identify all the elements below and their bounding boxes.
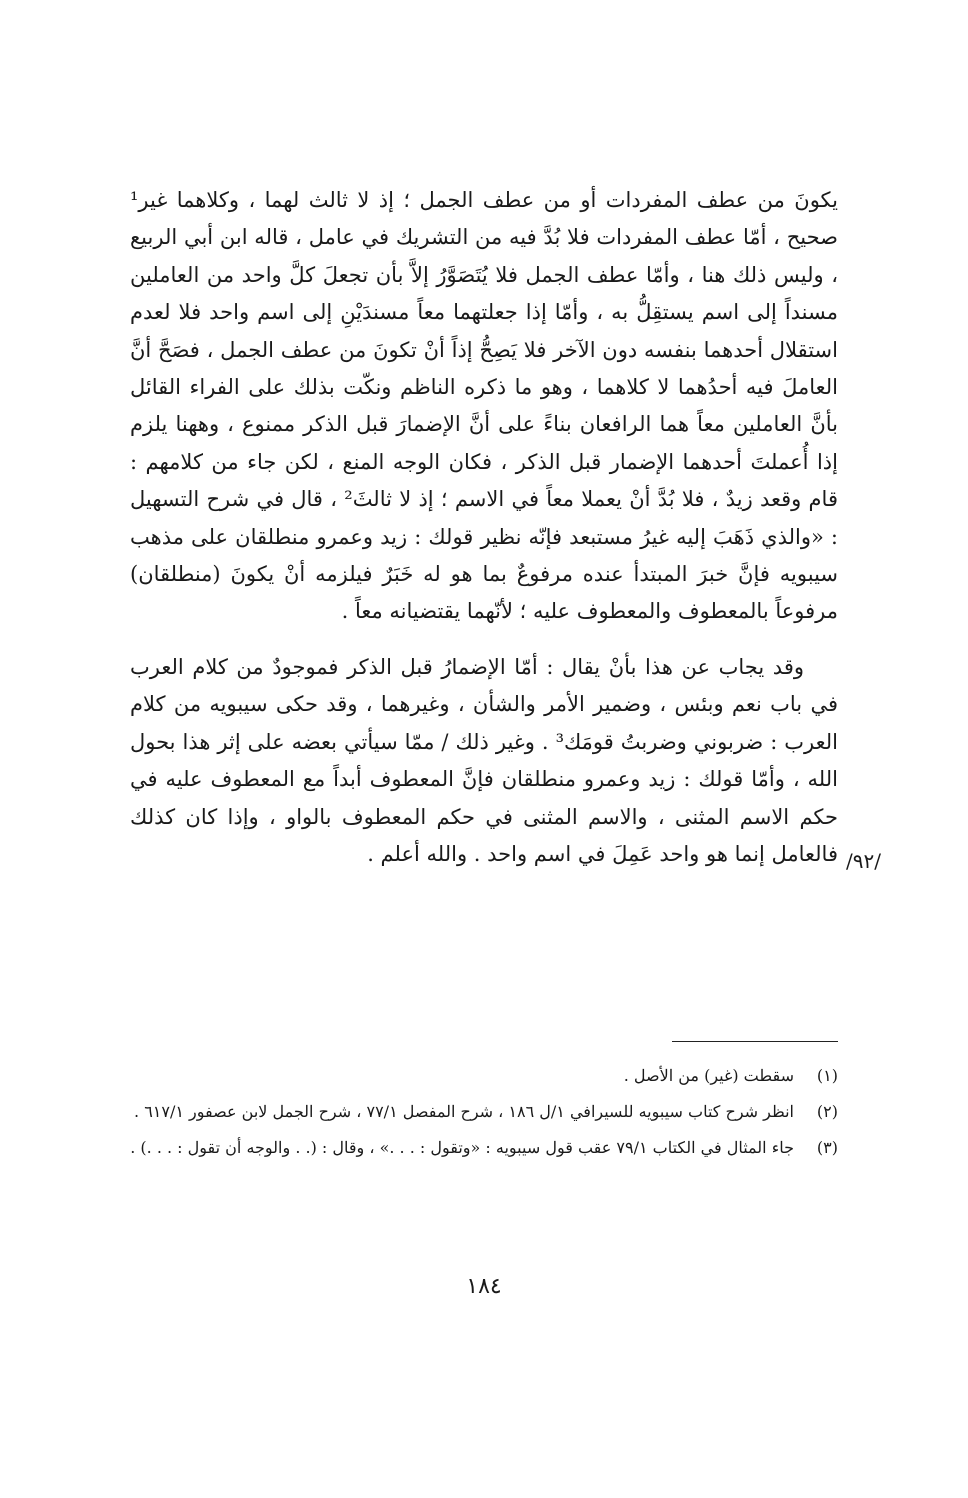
footnote-1 bbox=[130, 1060, 838, 1092]
main-text bbox=[130, 182, 838, 873]
footnote-text: سقطت (غير) من الأصل . bbox=[623, 1066, 794, 1085]
footnotes bbox=[130, 1060, 838, 1168]
footnote-text: جاء المثال في الكتاب ٧٩/١ عقب قول سيبويه : «وتقول : . . .» ، وقال : (. . والوجه أن تقول : . . .) . bbox=[130, 1138, 794, 1157]
footnote-text: انظر شرح كتاب سيبويه للسيرافي ١/ل ١٨٦ ، شرح المفصل ٧٧/١ ، شرح الجمل لابن عصفور ٦١٧/١ . bbox=[134, 1102, 794, 1121]
footnote-2 bbox=[130, 1096, 838, 1128]
paragraph-2: وقد يجاب عن هذا بأنْ يقال : أمّا الإضمارُ قبل الذكر فموجودٌ من كلام العرب في باب نعم وبئس ، وضمير الأمر والشأن ، وغيرهما ، وقد حكى سيبويه من كلام العرب : ضربوني وضربتُ قومَك³ . وغير ذلك / ممّا سيأتي بعضه على إثر هذا بحول الله ، وأمّا قولك : زيد وعمرو منطلقان فإنَّ المعطوف أبداً مع المعطوف عليه في حكم الاسم المثنى ، والاسم المثنى في حكم المعطوف بالواو ، وإذا كان كذلك فالعامل إنما هو واحد عَمِلَ في اسم واحد . والله أعلم . bbox=[130, 654, 838, 866]
footnote-3 bbox=[130, 1132, 838, 1164]
paragraph-1: يكونَ من عطف المفردات أو من عطف الجمل ؛ إذ لا ثالث لهما ، وكلاهما غير¹ صحيح ، أمّا عطف المفردات فلا بُدَّ فيه من التشريك في عامل ، قاله ابن أبي الربيع ، وليس ذلك هنا ، وأمّا عطف الجمل فلا يُتَصَوَّرُ إلاَّ بأن تجعلَ كلَّ واحد من العاملين مسنداً إلى اسم يستقِلُّ به ، وأمّا إذا جعلتهما معاً مسندَيْنِ إلى اسم واحد فلا لعدم استقلال أحدهما بنفسه دون الآخر فلا يَصِحُّ إذاً أنْ تكونَ من عطف الجمل ، فصَحَّ أنَّ العاملَ فيه أحدُهما لا كلاهما ، وهو ما ذكره الناظم ونكّت بذلك على الفراء القائل بأنَّ العاملين معاً هما الرافعان بناءً على أنَّ الإضمارَ قبل الذكر ممنوع ، وههنا يلزم إذا أُعملتَ أحدهما الإضمار قبل الذكر ، فكان الوجه المنع ، لكن جاء من كلامهم : قام وقعد زيدٌ ، فلا بُدَّ أنْ يعملا معاً في الاسم ؛ إذ لا ثالثَ² ، قال في شرح التسهيل : «والذي ذَهَبَ إليه غيرُ مستبعد فإنّه نظير قولك : زيد وعمرو منطلقان على مذهب سيبويه فإنَّ خبرَ المبتدأ عنده مرفوعٌ بما هو له خَبَرٌ فيلزمه أنْ يكونَ (منطلقان) مرفوعاً بالمعطوف والمعطوف عليه ؛ لأنّهما يقتضيانه معاً . bbox=[130, 188, 838, 624]
footnote-number: (٣) bbox=[816, 1138, 838, 1157]
footnote-number: (١) bbox=[816, 1066, 838, 1085]
footnote-number: (٢) bbox=[816, 1102, 838, 1121]
page-number: ١٨٤ bbox=[466, 1274, 502, 1299]
manuscript-folio-reference: /٩٢/ bbox=[846, 849, 881, 873]
footnote-separator bbox=[672, 1041, 838, 1042]
